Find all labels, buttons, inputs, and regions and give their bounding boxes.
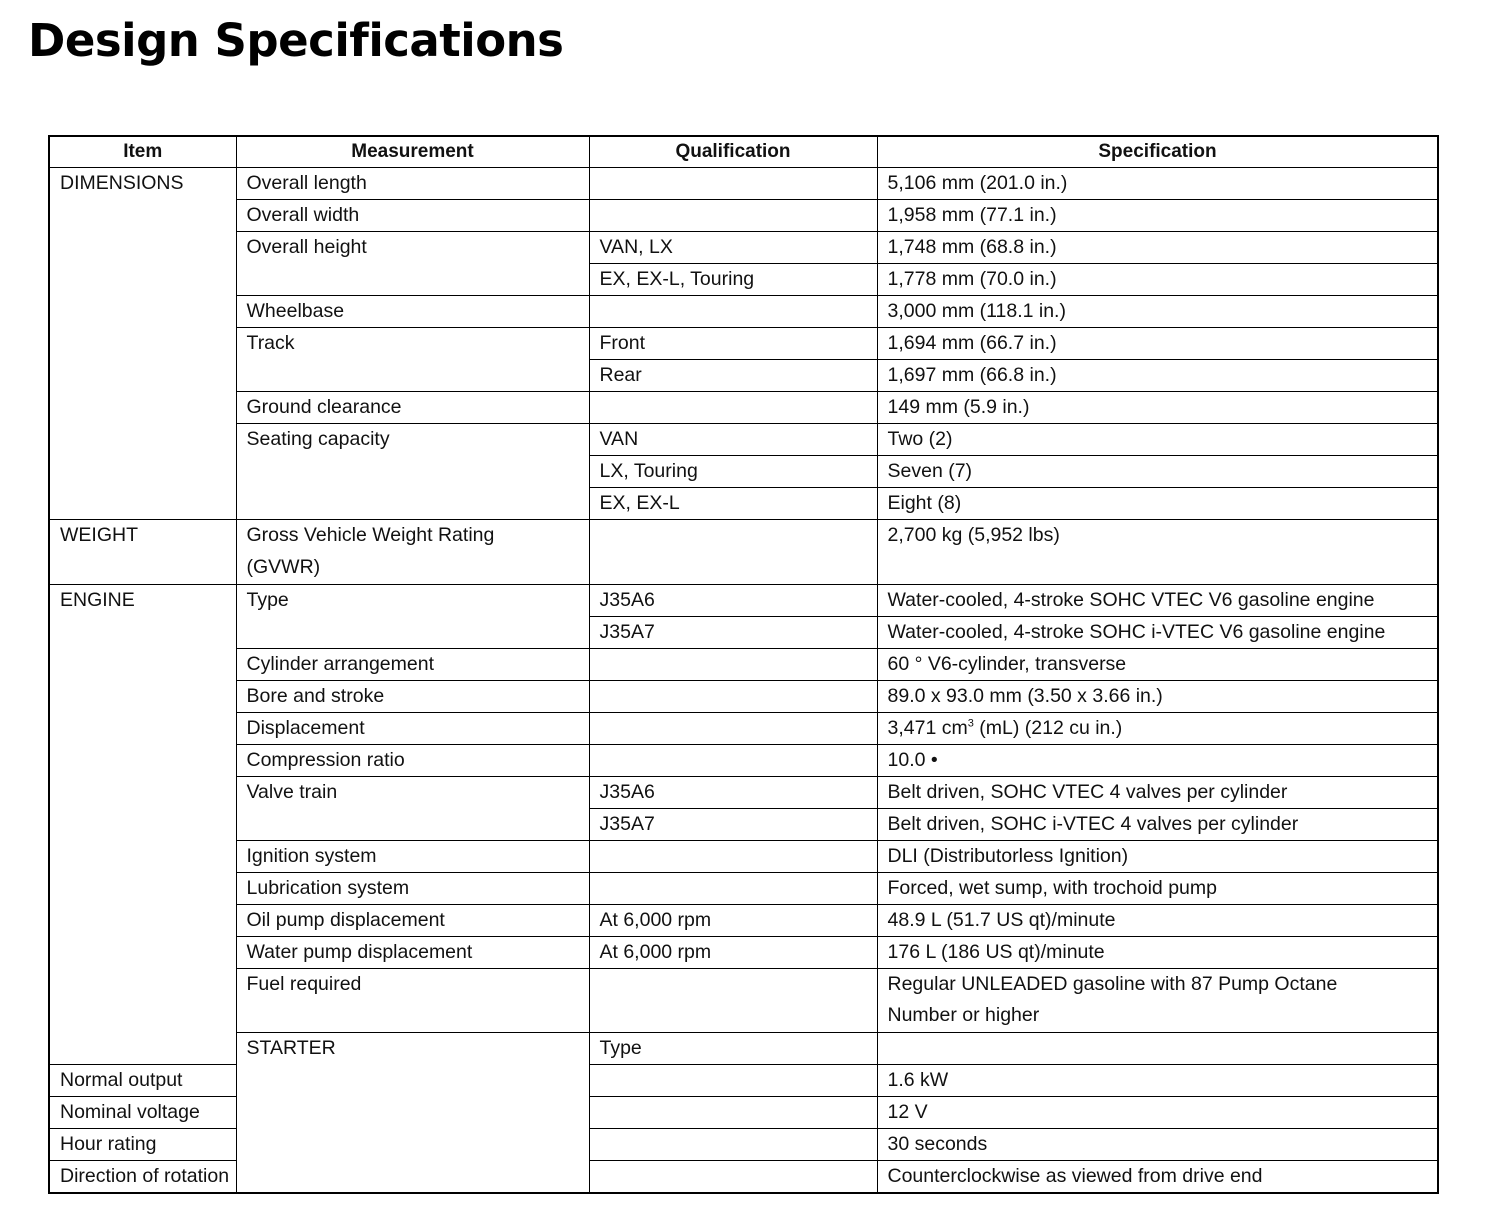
specification-cell: DLI (Distributorless Ignition) (877, 840, 1438, 872)
measurement-cell: Lubrication system (236, 872, 589, 904)
specification-cell: Water-cooled, 4-stroke SOHC VTEC V6 gasoline engine (877, 584, 1438, 616)
measurement-cell: Compression ratio (236, 744, 589, 776)
specification-cell: 60 ° V6-cylinder, transverse (877, 648, 1438, 680)
specification-cell: Counterclockwise as viewed from drive end (877, 1161, 1438, 1194)
specification-cell: 89.0 x 93.0 mm (3.50 x 3.66 in.) (877, 680, 1438, 712)
measurement-cell: Wheelbase (236, 296, 589, 328)
table-row (49, 424, 1438, 456)
specification-cell: 176 L (186 US qt)/minute (877, 936, 1438, 968)
measurement-cell: Type (236, 584, 589, 648)
header-specification: Specification (877, 136, 1438, 168)
table-row (49, 328, 1438, 360)
cubic-superscript: 3 (967, 717, 974, 730)
qualification-cell (589, 648, 877, 680)
specification-cell: 1,697 mm (66.8 in.) (877, 360, 1438, 392)
measurement-cell: Oil pump displacement (236, 904, 589, 936)
measurement-cell: Displacement (236, 712, 589, 744)
item-starter: STARTER (236, 1033, 589, 1194)
qualification-cell (589, 200, 877, 232)
qualification-cell: J35A6 (589, 584, 877, 616)
item-dimensions: DIMENSIONS (49, 168, 236, 520)
qualification-cell (589, 968, 877, 1033)
specification-cell: 1,958 mm (77.1 in.) (877, 200, 1438, 232)
qualification-cell (589, 520, 877, 585)
specification-cell: Eight (8) (877, 488, 1438, 520)
qualification-cell: Front (589, 328, 877, 360)
qualification-cell: EX, EX-L, Touring (589, 264, 877, 296)
measurement-cell: Type (589, 1033, 877, 1065)
measurement-cell: Bore and stroke (236, 680, 589, 712)
specification-cell: 1,748 mm (68.8 in.) (877, 232, 1438, 264)
specification-cell: Regular UNLEADED gasoline with 87 Pump Octane Number or higher (877, 968, 1438, 1033)
qualification-cell (589, 744, 877, 776)
specification-cell: 2,700 kg (5,952 lbs) (877, 520, 1438, 585)
table-row (49, 936, 1438, 968)
qualification-cell: LX, Touring (589, 456, 877, 488)
specification-cell: 1,778 mm (70.0 in.) (877, 264, 1438, 296)
measurement-cell: Gross Vehicle Weight Rating (GVWR) (236, 520, 589, 585)
table-row (49, 712, 1438, 744)
measurement-cell: Cylinder arrangement (236, 648, 589, 680)
table-row (49, 168, 1438, 200)
qualification-cell (589, 168, 877, 200)
measurement-cell: Track (236, 328, 589, 392)
qualification-cell: Rear (589, 360, 877, 392)
table-row (49, 392, 1438, 424)
qualification-cell: VAN, LX (589, 232, 877, 264)
measurement-cell: Overall length (236, 168, 589, 200)
header-item: Item (49, 136, 236, 168)
qualification-cell: J35A7 (589, 808, 877, 840)
specification-cell: 48.9 L (51.7 US qt)/minute (877, 904, 1438, 936)
measurement-cell: Valve train (236, 776, 589, 840)
qualification-cell: VAN (589, 424, 877, 456)
table-row (49, 744, 1438, 776)
table-row (49, 904, 1438, 936)
specification-cell: 10.0 • (877, 744, 1438, 776)
specification-cell: 1,694 mm (66.7 in.) (877, 328, 1438, 360)
header-measurement: Measurement (236, 136, 589, 168)
displacement-suffix: (mL) (212 cu in.) (973, 716, 1123, 739)
measurement-cell: Ignition system (236, 840, 589, 872)
qualification-cell (589, 1129, 877, 1161)
table-header-row (49, 136, 1438, 168)
qualification-cell (877, 1033, 1438, 1065)
specification-cell (877, 712, 1438, 744)
table-row (49, 840, 1438, 872)
qualification-cell (589, 712, 877, 744)
qualification-cell (589, 680, 877, 712)
displacement-value: 3,471 cm (887, 716, 968, 739)
header-qualification: Qualification (589, 136, 877, 168)
table-row (49, 872, 1438, 904)
item-weight: WEIGHT (49, 520, 236, 585)
qualification-cell (589, 840, 877, 872)
table-row (49, 1033, 1438, 1065)
specification-cell: Belt driven, SOHC VTEC 4 valves per cylinder (877, 776, 1438, 808)
specification-cell: Seven (7) (877, 456, 1438, 488)
table-row (49, 200, 1438, 232)
measurement-cell: Water pump displacement (236, 936, 589, 968)
measurement-cell: Ground clearance (236, 392, 589, 424)
measurement-cell: Hour rating (49, 1129, 236, 1161)
table-row (49, 296, 1438, 328)
specification-cell: 12 V (877, 1097, 1438, 1129)
specification-cell: Two (2) (877, 424, 1438, 456)
measurement-cell: Seating capacity (236, 424, 589, 520)
qualification-cell: At 6,000 rpm (589, 904, 877, 936)
table-row (49, 648, 1438, 680)
specification-cell: Belt driven, SOHC i-VTEC 4 valves per cylinder (877, 808, 1438, 840)
table-row (49, 680, 1438, 712)
design-specifications-table (48, 135, 1439, 1194)
table-row (49, 232, 1438, 264)
qualification-cell (589, 392, 877, 424)
qualification-cell (589, 1065, 877, 1097)
qualification-cell (589, 296, 877, 328)
measurement-cell: Direction of rotation (49, 1161, 236, 1194)
specification-cell: Forced, wet sump, with trochoid pump (877, 872, 1438, 904)
measurement-cell: Normal output (49, 1065, 236, 1097)
qualification-cell: J35A6 (589, 776, 877, 808)
specification-cell: Water-cooled, 4-stroke SOHC i-VTEC V6 gasoline engine (877, 616, 1438, 648)
table-row (49, 776, 1438, 808)
specification-cell: 30 seconds (877, 1129, 1438, 1161)
specification-cell: 3,000 mm (118.1 in.) (877, 296, 1438, 328)
measurement-cell: Nominal voltage (49, 1097, 236, 1129)
item-engine: ENGINE (49, 584, 236, 1065)
table-row (49, 584, 1438, 616)
qualification-cell (589, 1161, 877, 1194)
table-row (49, 968, 1438, 1033)
table-row (49, 520, 1438, 585)
measurement-cell: Overall height (236, 232, 589, 296)
specification-cell: 1.6 kW (877, 1065, 1438, 1097)
qualification-cell: At 6,000 rpm (589, 936, 877, 968)
measurement-cell: Overall width (236, 200, 589, 232)
specification-cell: 5,106 mm (201.0 in.) (877, 168, 1438, 200)
qualification-cell (589, 1097, 877, 1129)
qualification-cell (589, 872, 877, 904)
qualification-cell: EX, EX-L (589, 488, 877, 520)
qualification-cell: J35A7 (589, 616, 877, 648)
measurement-cell: Fuel required (236, 968, 589, 1033)
page-title: Design Specifications (28, 14, 564, 67)
specification-cell: 149 mm (5.9 in.) (877, 392, 1438, 424)
